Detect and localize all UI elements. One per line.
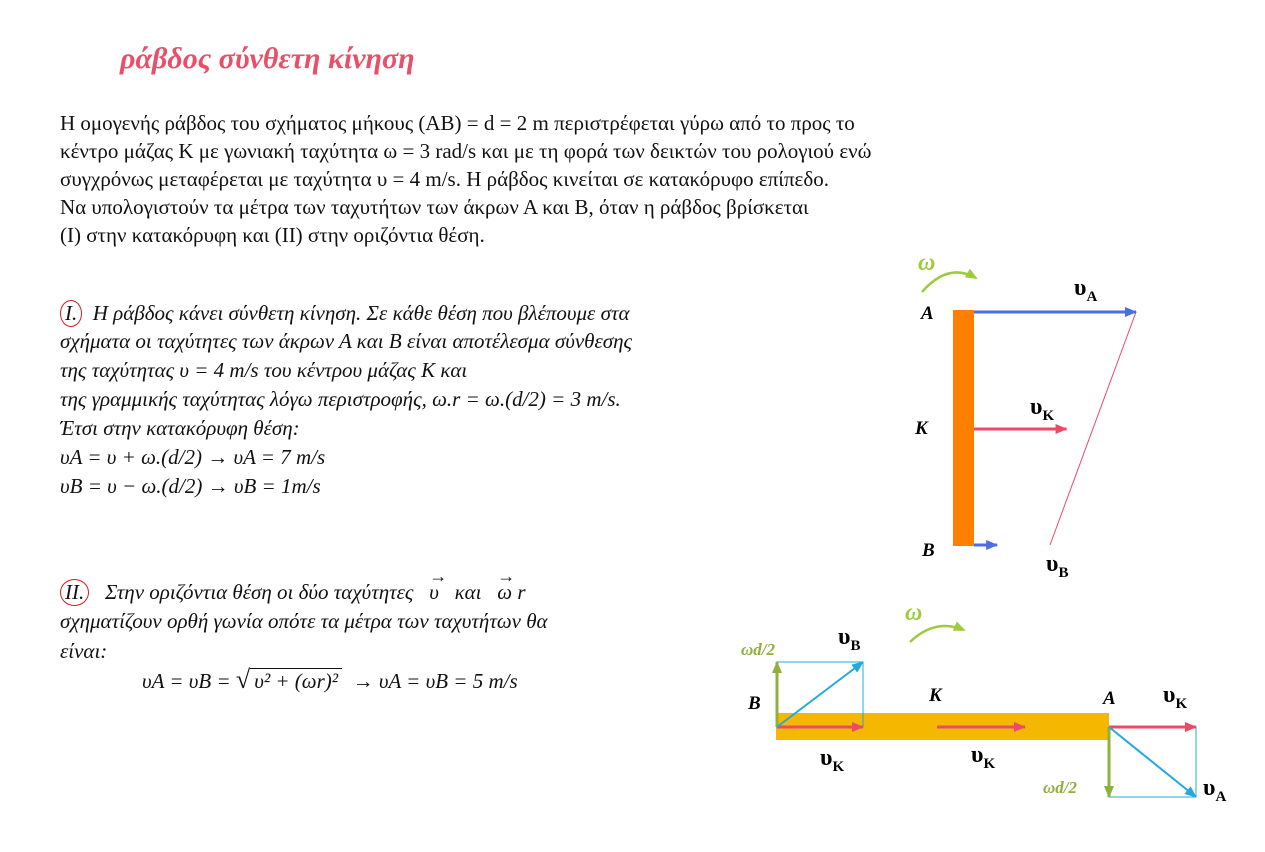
part1-line-5: υA = υ + ω.(d/2) → υA = 7 m/s xyxy=(60,445,326,469)
part1-line-4: Έτσι στην κατακόρυφη θέση: xyxy=(60,416,300,440)
point-label-K2: K xyxy=(929,685,942,706)
vector-arrow-icon: → xyxy=(429,566,448,586)
vector-arrow-icon: → xyxy=(497,566,516,586)
omega-label-1: ω xyxy=(918,250,936,276)
equation-right: → υA = υB = 5 m/s xyxy=(352,669,518,693)
omega-label-2: ω xyxy=(905,600,923,626)
point-label-A: A xyxy=(921,303,934,324)
part1-line-2: της ταχύτητας υ = 4 m/s του κέντρου μάζας Κ και xyxy=(60,358,468,382)
part2-r: r xyxy=(517,580,526,604)
problem-line-1: Η ομογενής ράβδος του σχήματος μήκους (ΑΒ) = d = 2 m περιστρέφεται γύρω από το προς το xyxy=(60,111,855,135)
vertical-rod xyxy=(953,310,974,546)
resultant-velocity-arrow-A xyxy=(1109,727,1196,797)
vK-label-2c: $\upsilon_K$ xyxy=(1163,682,1188,712)
part2-line-2: σχηματίζουν ορθή γωνία οπότε τα μέτρα των ταχυτήτων θα xyxy=(60,609,548,633)
rotation-arrow-icon xyxy=(910,626,964,642)
problem-line-3: συγχρόνως μεταφέρεται με ταχύτητα υ = 4 m/s. Η ράβδος κινείται σε κατακόρυφο επίπεδο. xyxy=(60,167,830,191)
problem-line-2: κέντρο μάζας Κ με γωνιακή ταχύτητα ω = 3 rad/s και με τη φορά των δεικτών του ρολογιού ενώ xyxy=(60,139,872,163)
vA-label-2: $\upsilon_A$ xyxy=(1203,775,1227,805)
point-label-A2: A xyxy=(1103,688,1116,709)
omega-d2-label-bottom: ωd/2 xyxy=(1043,778,1078,797)
vB-label-2: $\upsilon_B$ xyxy=(838,624,861,654)
point-label-B2: B xyxy=(748,693,761,714)
part2-text-a: Στην οριζόντια θέση οι δύο ταχύτητες xyxy=(105,580,414,604)
part2-marker: II. xyxy=(60,579,89,606)
part2-line-3: είναι: xyxy=(60,639,108,663)
vK-label-2a: $\upsilon_K$ xyxy=(820,745,845,775)
equation-left: υA = υB = xyxy=(142,669,231,693)
part1-line-6: υB = υ − ω.(d/2) → υB = 1m/s xyxy=(60,474,321,498)
part1-line-1: σχήματα οι ταχύτητες των άκρων Α και Β είναι αποτέλεσμα σύνθεσης xyxy=(60,329,633,353)
vA-label: $\upsilon_A$ xyxy=(1074,275,1098,305)
equation-radicand: υ² + (ωr)² xyxy=(250,668,342,693)
omega-d2-label-top: ωd/2 xyxy=(741,640,776,659)
page-title: ράβδος σύνθετη κίνηση xyxy=(120,42,415,75)
part1-line-0: Η ράβδος κάνει σύνθετη κίνηση. Σε κάθε θέση που βλέπουμε στα xyxy=(92,301,630,325)
point-label-K: K xyxy=(915,418,928,439)
part1-line-3: της γραμμικής ταχύτητας λόγω περιστροφής, ω.r = ω.(d/2) = 3 m/s. xyxy=(60,387,621,411)
vK-label-2b: $\upsilon_K$ xyxy=(971,742,996,772)
part2-kai: και xyxy=(454,580,482,604)
point-label-B: B xyxy=(922,540,935,561)
vector-v-symbol: υ xyxy=(429,580,439,604)
sqrt-icon: √ xyxy=(235,665,251,694)
vK-label: $\upsilon_K$ xyxy=(1030,394,1055,424)
problem-line-5: (Ι) στην κατακόρυφη και (ΙΙ) στην οριζόντια θέση. xyxy=(60,223,485,247)
vector-omega-symbol: ω xyxy=(497,580,513,604)
problem-line-4: Να υπολογιστούν τα μέτρα των ταχυτήτων των άκρων Α και Β, όταν η ράβδος βρίσκεται xyxy=(60,195,809,219)
part1-marker: I. xyxy=(60,300,82,327)
vB-label: $\upsilon_B$ xyxy=(1046,551,1069,581)
